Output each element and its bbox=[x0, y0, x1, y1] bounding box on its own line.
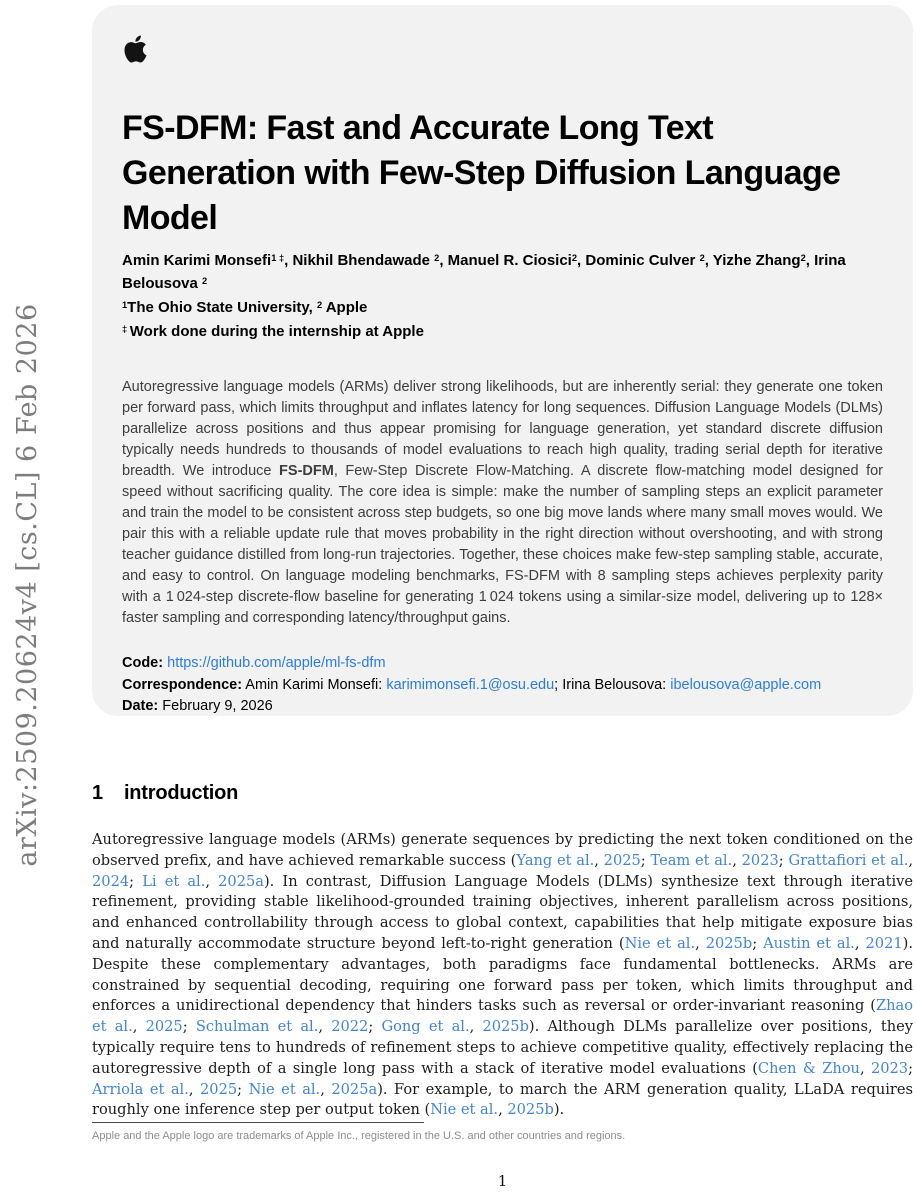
citation-link[interactable]: Schulman et al. bbox=[195, 1018, 319, 1036]
text-run: ). bbox=[553, 1101, 565, 1119]
citation-link[interactable]: Gong et al. bbox=[381, 1018, 470, 1036]
text-run: Work done during the internship at Apple bbox=[129, 323, 424, 340]
text-run: ). Despite these complementary advantages, both paradigms face fundamental bottlenecks. ARMs are constrained by sequential decoding, requiring one forward pass per token, which limits throughput and enforces a unidirectional dependency that hinders tasks such as reversal or order-invariant reasoning ( bbox=[92, 934, 913, 1015]
citation-link[interactable]: 2025b bbox=[507, 1101, 554, 1119]
section-heading bbox=[92, 782, 913, 805]
text-run: ). In contrast, Diffusion Language Models (DLMs) synthesize text through iterative refinement, providing stable likelihood-grounded training objectives, inherent parallelism across positions, and enhanced controllability through access to global context, capabilities that help mitigate exposure bias and naturally accommodate structure beyond left-to-right generation ( bbox=[92, 872, 914, 952]
section-title: introduction bbox=[123, 782, 239, 804]
text-run: , Nikhil Bhendawade bbox=[284, 252, 435, 269]
text-run: , Manuel R. Ciosici bbox=[439, 252, 572, 269]
apple-logo-icon bbox=[122, 33, 883, 65]
text-run: FS-DFM bbox=[279, 463, 334, 479]
text-run: 2 bbox=[202, 275, 208, 286]
correspondence-line bbox=[122, 675, 883, 697]
affiliation-list bbox=[122, 297, 883, 320]
text-run: 1 ‡ bbox=[271, 252, 285, 263]
citation-link[interactable]: 2025b bbox=[705, 934, 753, 952]
text-run: , Dominic Culver bbox=[577, 252, 700, 269]
citation-link[interactable]: 2025b bbox=[482, 1018, 529, 1036]
text-run: , bbox=[594, 851, 604, 869]
citation-link[interactable]: Zhao et al. bbox=[92, 997, 913, 1036]
text-run: , bbox=[908, 851, 914, 869]
citation-link[interactable]: 2025 bbox=[200, 1080, 238, 1098]
hyperlink[interactable]: https://github.com/apple/ml-fs-dfm bbox=[167, 655, 386, 671]
citation-link[interactable]: 2024 bbox=[92, 872, 130, 890]
arxiv-stamp: arXiv:2509.20624v4 [cs.CL] 6 Feb 2026 bbox=[12, 303, 43, 867]
citation-link[interactable]: Nie et al. bbox=[624, 934, 696, 952]
paper-meta bbox=[122, 653, 883, 718]
text-run: 2 bbox=[434, 252, 440, 263]
text-run: , Yizhe Zhang bbox=[704, 252, 801, 269]
text-run: February 9, 2026 bbox=[158, 698, 273, 714]
text-run: Apple bbox=[322, 299, 368, 316]
code-line bbox=[122, 653, 883, 675]
text-run: ). Although DLMs parallelize over positions, they typically require tens to hundreds of refinement steps to achieve competitive quality, effectively replacing the autoregressive depth of a single long pass with a stack of iterative model evaluations ( bbox=[92, 1018, 913, 1077]
hyperlink[interactable]: ibelousova@apple.com bbox=[670, 676, 822, 693]
text-run: , bbox=[732, 851, 742, 869]
paper-title: FS-DFM: Fast and Accurate Long Text Generation with Few-Step Diffusion Language Model bbox=[122, 109, 841, 237]
main-content bbox=[92, 782, 913, 1121]
text-run: 2 bbox=[800, 252, 806, 263]
citation-link[interactable]: 2025a bbox=[218, 872, 264, 890]
text-run: , bbox=[318, 1018, 332, 1036]
citation-link[interactable]: Arriola et al. bbox=[92, 1080, 189, 1098]
citation-link[interactable]: 2025 bbox=[145, 1018, 183, 1036]
text-run: , bbox=[320, 1080, 332, 1098]
author-list bbox=[122, 250, 883, 296]
text-run: ; bbox=[182, 1018, 196, 1036]
text-run: Correspondence: bbox=[122, 676, 243, 693]
citation-link[interactable]: Nie et al. bbox=[430, 1101, 499, 1119]
text-run: Code: bbox=[122, 655, 164, 671]
text-run: ; bbox=[908, 1059, 913, 1077]
citation-link[interactable]: Austin et al. bbox=[763, 934, 855, 952]
text-run: , Few-Step Discrete Flow-Matching. A discrete flow-matching model designed for speed without sacrificing quality. The core idea is simple: make the number of sampling steps an explicit parameter and train the model to be consistent across step budgets, so one big move lands where many small moves would. We pair this with a reliable update rule that moves probability in the right direction without overshooting, and with strong teacher guidance distilled from long-run trajectories. Together, these choices make few-step sampling stable, accurate, and easy to control. On language modeling benchmarks, FS-DFM with 8 sampling steps achieves perplexity parity with a 1 024-step discrete-flow baseline for generating 1 024 tokens using a similar-size model, delivering up to 128× faster sampling and corresponding latency/throughput gains. bbox=[122, 463, 884, 626]
text-run: Date: bbox=[122, 698, 159, 714]
citation-link[interactable]: Chen & Zhou bbox=[757, 1059, 860, 1077]
text-run: ; bbox=[237, 1080, 249, 1098]
text-run: Amin Karimi Monsefi: bbox=[242, 676, 387, 693]
text-run: ; bbox=[640, 851, 651, 869]
citation-link[interactable]: Nie et al. bbox=[248, 1080, 321, 1098]
text-run: 2 bbox=[316, 299, 323, 310]
text-run: ; Irina Belousova: bbox=[554, 676, 671, 693]
text-run: ; bbox=[752, 934, 764, 952]
text-run: 2 bbox=[571, 252, 578, 263]
text-run: ). For example, to march the ARM generation quality, LLaDA requires roughly one inference step per output token ( bbox=[92, 1080, 913, 1119]
text-run: 2 bbox=[699, 252, 705, 263]
citation-link[interactable]: Yang et al. bbox=[516, 851, 595, 869]
header-card bbox=[92, 5, 913, 716]
citation-link[interactable]: Li et al. bbox=[142, 872, 206, 890]
section-number: 1 bbox=[92, 782, 103, 804]
text-run: , bbox=[188, 1080, 201, 1098]
text-run: ‡ bbox=[122, 323, 130, 334]
citation-link[interactable]: 2025 bbox=[603, 851, 641, 869]
citation-link[interactable]: 2023 bbox=[870, 1059, 909, 1077]
text-run: The Ohio State University, bbox=[127, 299, 317, 316]
footnote-block bbox=[92, 1122, 913, 1143]
text-run: , bbox=[132, 1018, 146, 1036]
text-run: , bbox=[859, 1059, 871, 1077]
text-run: , bbox=[205, 872, 219, 890]
citation-link[interactable]: 2023 bbox=[741, 851, 779, 869]
citation-link[interactable]: Grattafiori et al. bbox=[788, 851, 909, 869]
trademark-footnote: Apple and the Apple logo are trademarks of Apple Inc., registered in the U.S. and other countries and regions. bbox=[92, 1130, 626, 1142]
text-run: ; bbox=[778, 851, 789, 869]
citation-link[interactable]: Team et al. bbox=[650, 851, 733, 869]
text-run: , bbox=[695, 934, 706, 952]
text-run: Autoregressive language models (ARMs) generate sequences by predicting the next token conditioned on the observed prefix, and have achieved remarkable success ( bbox=[92, 831, 913, 869]
text-run: Amin Karimi Monsefi bbox=[122, 252, 272, 269]
text-run: , bbox=[469, 1018, 483, 1036]
text-run: Autoregressive language models (ARMs) deliver strong likelihoods, but are inherently serial: they generate one token per forward pass, which limits throughput and inflates latency for long sequences. Diffusion Language Models (DLMs) parallelize across positions and thus appear promising for language generation, yet standard discrete diffusion typically needs hundreds to thousands of model evaluations to reach high quality, trading serial depth for iterative breadth. We introduce bbox=[122, 379, 883, 479]
text-run: 1 bbox=[122, 299, 128, 310]
internship-note bbox=[122, 321, 883, 344]
text-run: , bbox=[854, 934, 866, 952]
text-run: , bbox=[498, 1101, 508, 1119]
citation-link[interactable]: 2022 bbox=[331, 1018, 369, 1036]
page-number: 1 bbox=[497, 1172, 508, 1190]
text-run: , Irina Belousova bbox=[122, 252, 846, 292]
intro-paragraph bbox=[92, 830, 913, 1121]
footnote-rule bbox=[92, 1122, 424, 1123]
hyperlink[interactable]: karimimonsefi.1@osu.edu bbox=[386, 676, 555, 693]
text-run: ; bbox=[368, 1018, 382, 1036]
text-run: ; bbox=[129, 872, 143, 890]
abstract-text bbox=[122, 377, 883, 629]
date-line bbox=[122, 696, 883, 718]
citation-link[interactable]: 2025a bbox=[331, 1080, 378, 1098]
citation-link[interactable]: 2021 bbox=[865, 934, 903, 952]
